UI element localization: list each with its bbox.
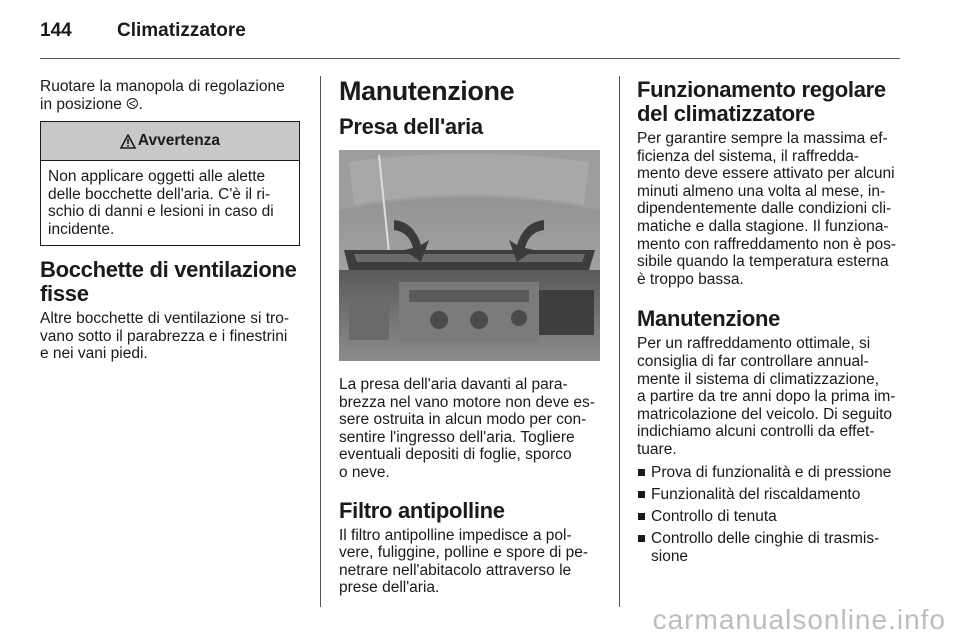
list-item: Funzionalità del riscaldamento <box>637 486 902 504</box>
header-rule <box>40 58 900 59</box>
warning-triangle-icon <box>120 134 136 149</box>
maintenance-subtitle: Manutenzione <box>637 306 781 332</box>
regular-operation-text: Per garantire sempre la massima ef- ficienza del sistema, il raffredda- mento deve essere attivato per alcuni minuti almeno una volta al mese, in- dipendentemente dalle condizioni cli- matiche e dalla stagione. Il funziona- mento con raffreddamento non è pos- sibile quando la temperatura esterna è troppo bassa. <box>637 130 897 288</box>
pollen-filter-text: Il filtro antipolline impedisce a pol- vere, fuliggine, polline e spore di pe- netrare nell'abitacolo attraverso le prese dell'aria. <box>339 526 589 597</box>
regular-operation-title: Funzionamento regolare del climatizzatore <box>637 77 886 126</box>
maintenance-text: Per un raffreddamento ottimale, si consiglia di far controllare annual- mente il sistema di climatizzazione, a partire da tre anni dopo la prima im- matricolazione del veicolo. Di seguito indichiamo alcuni controlli da effet- tuare. <box>637 335 896 458</box>
warning-title: Avvertenza <box>137 132 221 149</box>
maintenance-title: Manutenzione <box>339 76 515 106</box>
air-intake-text: La presa dell'aria davanti al para- brezza nel vano motore non deve es- sere ostruita in alcun modo per con- sentire l'ingresso dell'aria. Togliere eventuali depositi di foglie, sporco o neve. <box>339 376 595 481</box>
watermark: carmanualsonline.info <box>652 604 946 635</box>
header-title: Climatizzatore <box>117 20 246 41</box>
column-3 <box>637 78 902 570</box>
warning-body: Non applicare oggetti alle alette delle bocchette dell'aria. C'è il ri- schio di danni e lesioni in caso di incidente. <box>48 168 274 238</box>
list-item: Controllo delle cinghie di trasmis- sione <box>637 530 902 565</box>
section-fixed-vents <box>40 258 310 363</box>
pollen-filter-title: Filtro antipolline <box>339 497 505 523</box>
page-number: 144 <box>40 20 72 41</box>
column-2-heading <box>339 76 609 139</box>
list-item: Prova di funzionalità e di pressione <box>637 464 902 482</box>
checks-list <box>637 464 902 566</box>
engine-bay-photo <box>339 150 600 361</box>
section-title: Bocchette di ventilazione fisse <box>40 257 297 306</box>
air-intake-title: Presa dell'aria <box>339 114 483 139</box>
column-divider-left <box>320 76 321 607</box>
warning-header <box>41 122 299 161</box>
column-2-body <box>339 376 609 597</box>
warning-box <box>40 121 300 246</box>
intro-text: Ruotare la manopola di regolazione in posizione ⧀. <box>40 78 285 113</box>
list-item: Controllo di tenuta <box>637 508 902 526</box>
section-text: Altre bocchette di ventilazione si tro- vano sotto il parabrezza e i finestrini e nei vani piedi. <box>40 310 289 363</box>
column-divider-right <box>619 76 620 607</box>
column-1 <box>40 78 305 113</box>
